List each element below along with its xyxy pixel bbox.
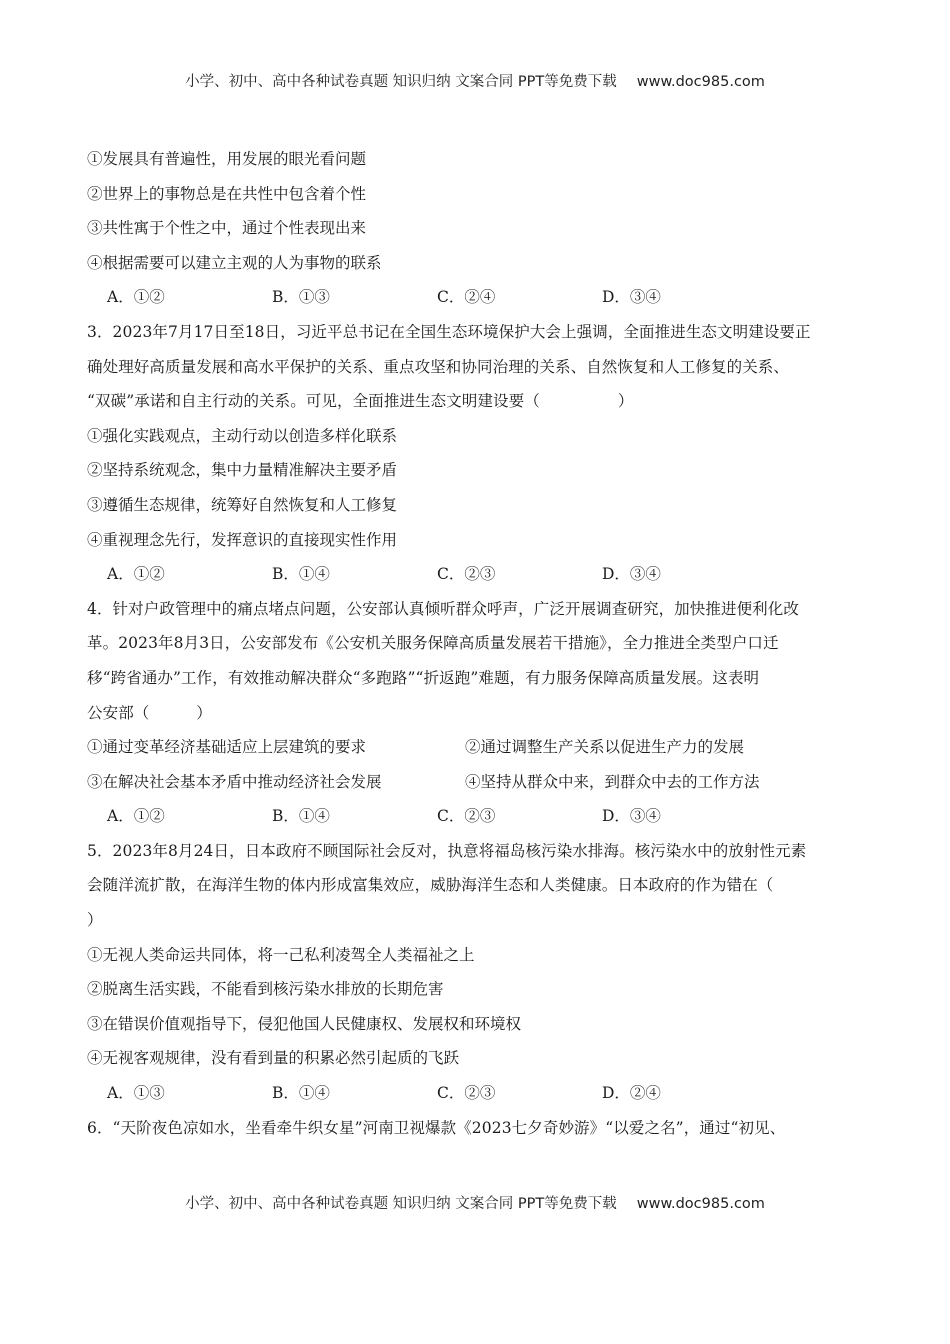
q3-option-2: ②坚持系统观念，集中力量精准解决主要矛盾 (87, 461, 398, 480)
q4-stem-line-3: 移“跨省通办”工作，有效推动解决群众“多跑路”“折返跑”难题，有力服务保障高质量发展。这表明 (87, 668, 760, 687)
header-banner (0, 70, 950, 91)
q3-option-3: ③遵循生态规律，统筹好自然恢复和人工修复 (87, 495, 398, 514)
q5-choice-d: D．②④ (602, 1084, 661, 1103)
q3-option-4: ④重视理念先行，发挥意识的直接现实性作用 (87, 530, 398, 549)
q4-option-4: ④坚持从群众中来，到群众中去的工作方法 (465, 772, 760, 791)
q2-choices (87, 280, 867, 315)
q5-stem-line-2: 会随洋流扩散，在海洋生物的体内形成富集效应，威胁海洋生态和人类健康。日本政府的作为错在（ (87, 876, 774, 895)
q2-option-2: ②世界上的事物总是在共性中包含着个性 (87, 184, 367, 203)
header-banner-text: 小学、初中、高中各种试卷真题 知识归纳 文案合同 PPT等免费下载 (185, 74, 617, 90)
q4-option-2: ②通过调整生产关系以促进生产力的发展 (465, 738, 745, 757)
q4-options-row-1 (87, 730, 867, 765)
q3-choice-a: A．①② (107, 565, 165, 584)
q4-stem-line-1: 4．针对户政管理中的痛点堵点问题，公安部认真倾听群众呼声，广泛开展调查研究，加快推进便利化改 (87, 599, 799, 618)
q2-option-1: ①发展具有普遍性，用发展的眼光看问题 (87, 150, 367, 168)
q4-choice-c: C．②③ (437, 807, 496, 826)
footer-banner (0, 1192, 950, 1213)
q4-choice-a: A．①② (107, 807, 165, 826)
q5-option-4: ④无视客观规律，没有看到量的积累必然引起质的飞跃 (87, 1049, 460, 1068)
q2-option-4: ④根据需要可以建立主观的人为事物的联系 (87, 253, 382, 272)
q4-stem-line-4: 公安部（ ） (87, 703, 212, 722)
q4-option-3: ③在解决社会基本矛盾中推动经济社会发展 (87, 772, 382, 791)
q5-stem-line-1: 5．2023年8月24日，日本政府不顾国际社会反对，执意将福岛核污染水排海。核污染水中的放射性元素 (87, 841, 807, 860)
q6-stem-line-1: 6．“天阶夜色凉如水，坐看牵牛织女星”河南卫视爆款《2023七夕奇妙游》“以爱之名”，通过“初见、 (87, 1118, 786, 1137)
question-2 (87, 142, 867, 315)
q5-choice-a: A．①③ (107, 1084, 165, 1103)
q2-option-3: ③共性寓于个性之中，通过个性表现出来 (87, 219, 367, 238)
header-banner-url[interactable]: www.doc985.com (636, 74, 765, 90)
q4-choice-d: D．③④ (602, 807, 661, 826)
q3-choice-c: C．②③ (437, 565, 496, 584)
question-4 (87, 592, 867, 834)
q2-choice-d: D．③④ (602, 288, 661, 307)
q4-options-row-2 (87, 765, 867, 800)
question-3 (87, 315, 867, 592)
q5-stem-line-3: ） (87, 911, 103, 930)
exam-content (87, 142, 867, 1145)
q5-choices (87, 1076, 867, 1111)
q3-option-1: ①强化实践观点，主动行动以创造多样化联系 (87, 426, 398, 445)
question-5 (87, 834, 867, 1111)
q2-choice-b: B．①③ (272, 288, 330, 307)
question-6 (87, 1111, 867, 1146)
q4-choice-b: B．①④ (272, 807, 330, 826)
q5-option-2: ②脱离生活实践，不能看到核污染水排放的长期危害 (87, 980, 444, 999)
q5-option-1: ①无视人类命运共同体，将一己私利凌驾全人类福祉之上 (87, 945, 475, 964)
q5-option-3: ③在错误价值观指导下，侵犯他国人民健康权、发展权和环境权 (87, 1014, 522, 1033)
q3-stem-line-3: “双碳”承诺和自主行动的关系。可见，全面推进生态文明建设要（ ） (87, 392, 634, 411)
q4-option-1: ①通过变革经济基础适应上层建筑的要求 (87, 738, 367, 757)
q5-choice-c: C．②③ (437, 1084, 496, 1103)
footer-banner-url[interactable]: www.doc985.com (636, 1196, 765, 1212)
q4-choices (87, 799, 867, 834)
q3-stem-line-1: 3．2023年7月17日至18日，习近平总书记在全国生态环境保护大会上强调，全面推进生态文明建设要正 (87, 322, 811, 341)
q3-choice-d: D．③④ (602, 565, 661, 584)
q3-stem-line-2: 确处理好高质量发展和高水平保护的关系、重点攻坚和协同治理的关系、自然恢复和人工修复的关系、 (87, 357, 790, 376)
q5-choice-b: B．①④ (272, 1084, 330, 1103)
q4-stem-line-2: 革。2023年8月3日，公安部发布《公安机关服务保障高质量发展若干措施》，全力推进全类型户口迁 (87, 634, 779, 653)
footer-banner-text: 小学、初中、高中各种试卷真题 知识归纳 文案合同 PPT等免费下载 (185, 1196, 617, 1212)
q3-choice-b: B．①④ (272, 565, 330, 584)
q2-choice-c: C．②④ (437, 288, 496, 307)
q3-choices (87, 557, 867, 592)
q2-choice-a: A．①② (107, 288, 165, 307)
